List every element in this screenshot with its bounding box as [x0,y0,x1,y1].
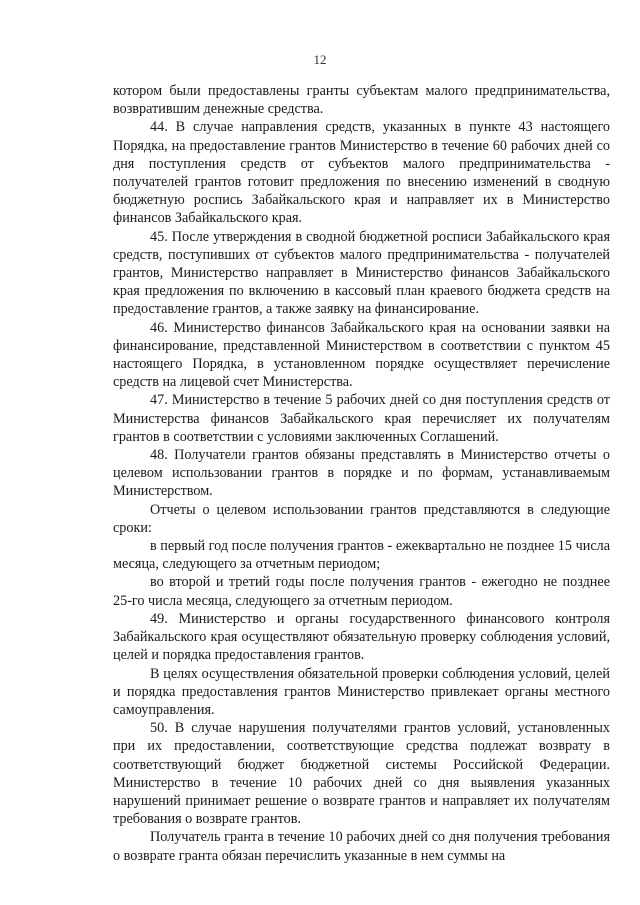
paragraph-47: 47. Министерство в течение 5 рабочих дней со дня поступления средств от Министерства финансов Забайкальского края перечисляет их получателям грантов в соответствии с условиями заключенных Соглашений. [113,392,610,445]
paragraph-44: 44. В случае направления средств, указанных в пункте 43 настоящего Порядка, на предоставление грантов Министерство в течение 60 рабочих дней со дня поступления средств от субъектов малого предпринимательства - получателей грантов готовит предложения по внесению изменений в сводную бюджетную роспись Забайкальского края и направляет их в Министерство финансов Забайкальского края. [113,119,610,227]
paragraph-first-year: в первый год после получения грантов - ежеквартально не позднее 15 числа месяца, следующего за отчетным периодом; [113,538,610,573]
document-body [113,82,610,865]
paragraph-reports-intro: Отчеты о целевом использовании грантов представляются в следующие сроки: [113,501,610,536]
paragraph-second-third-year: во второй и третий годы после получения грантов - ежегодно не позднее 25-го числа месяца, следующего за отчетным периодом. [113,574,610,609]
paragraph-50: 50. В случае нарушения получателями грантов условий, установленных при их предоставлении, соответствующие средства подлежат возврату в соответствующий бюджет бюджетной системы Российской Федерации. Министерство в течение 10 рабочих дней со дня выявления указанных нарушений принимает решение о возврате грантов и направляет их получателям требования о возврате грантов. [113,720,610,828]
paragraph-49-control: В целях осуществления обязательной проверки соблюдения условий, целей и порядка предоставления грантов Министерство привлекает органы местного самоуправления. [113,665,610,718]
paragraph-46: 46. Министерство финансов Забайкальского края на основании заявки на финансирование, представленной Министерством в соответствии с пунктом 45 настоящего Порядка, в установленном порядке осуществляет перечисление средств на лицевой счет Министерства. [113,319,610,391]
paragraph-continuation: котором были предоставлены гранты субъектам малого предпринимательства, возвратившим денежные средства. [113,83,610,118]
paragraph-grant-return: Получатель гранта в течение 10 рабочих дней со дня получения требования о возврате гранта обязан перечислить указанные в нем суммы на [113,829,610,864]
paragraph-48: 48. Получатели грантов обязаны представлять в Министерство отчеты о целевом использовании грантов в порядке и по формам, устанавливаемым Министерством. [113,447,610,500]
paragraph-49: 49. Министерство и органы государственного финансового контроля Забайкальского края осуществляют обязательную проверку соблюдения условий, целей и порядка предоставления грантов. [113,610,610,664]
page-number: 12 [313,52,327,67]
paragraph-45: 45. После утверждения в сводной бюджетной росписи Забайкальского края средств, поступивших от субъектов малого предпринимательства - получателей грантов, Министерство направляет в Министерство финансов Забайкальского края предложения по включению в кассовый план краевого бюджета средств на предоставление грантов, а также заявку на финансирование. [113,228,610,318]
